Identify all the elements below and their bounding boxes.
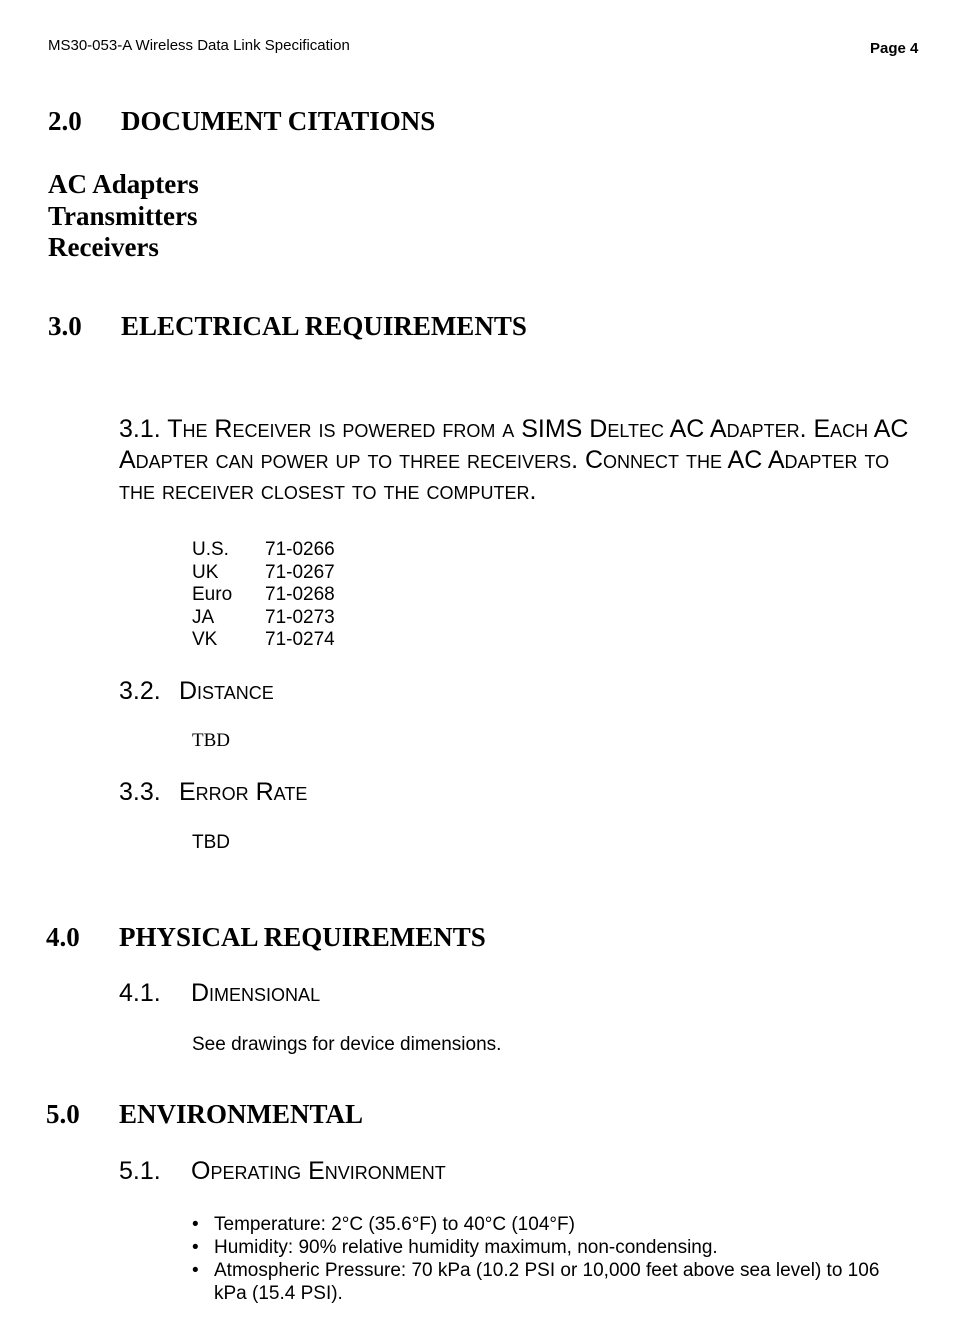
table-row (192, 562, 335, 585)
part-cell: 71-0274 (265, 629, 335, 651)
part-cell: 71-0266 (265, 539, 335, 560)
subsection-heading-3-3 (119, 778, 619, 810)
page-number: Page 4 (870, 40, 919, 57)
part-cell: 71-0273 (265, 606, 335, 628)
subsection-heading-5-1 (119, 1157, 719, 1189)
bullet-icon: • (192, 1214, 199, 1235)
subsection-heading-3-2 (119, 677, 619, 709)
section-heading-2 (48, 106, 648, 140)
region-cell: UK (192, 561, 219, 583)
adapter-part-table (192, 539, 335, 652)
table-row (192, 584, 335, 607)
citation-item: Transmitters (48, 201, 198, 231)
subsection-number: 3.2. (119, 677, 161, 705)
body-text: TBD (192, 730, 230, 751)
section-number: 2.0 (48, 106, 82, 136)
list-item (192, 1259, 892, 1305)
bullet-list (192, 1213, 892, 1305)
section-number: 3.0 (48, 311, 82, 341)
body-text: TBD (192, 832, 230, 853)
doc-title: MS30-053-A Wireless Data Link Specification (48, 37, 350, 54)
subsection-title: Dimensional (191, 979, 321, 1007)
list-item (192, 1213, 892, 1236)
section-heading-4 (46, 922, 746, 956)
list-item-text: Atmospheric Pressure: 70 kPa (10.2 PSI or 10,000 feet above sea level) to 106 kPa (15.4 PSI). (214, 1260, 880, 1304)
section-title: ENVIRONMENTAL (119, 1099, 364, 1129)
subsection-number: 3.3. (119, 778, 161, 806)
paragraph-3-1 (119, 414, 929, 507)
region-cell: JA (192, 606, 215, 628)
table-row (192, 629, 335, 652)
section-heading-5 (46, 1099, 746, 1133)
region-cell: VK (192, 629, 218, 651)
table-row (192, 607, 335, 630)
section-title: ELECTRICAL REQUIREMENTS (121, 311, 527, 341)
subsection-number: 4.1. (119, 979, 161, 1007)
region-cell: Euro (192, 584, 233, 606)
list-item (192, 1236, 892, 1259)
section-number: 4.0 (46, 922, 80, 952)
subsection-number: 5.1. (119, 1157, 161, 1185)
section-number: 5.0 (46, 1099, 80, 1129)
subsection-title: Distance (179, 677, 274, 705)
citation-item: Receivers (48, 232, 159, 262)
paragraph-number: 3.1. (119, 415, 161, 443)
body-text: See drawings for device dimensions. (192, 1034, 502, 1055)
section-title: PHYSICAL REQUIREMENTS (119, 922, 486, 952)
subsection-title: Operating Environment (191, 1157, 446, 1185)
subsection-heading-4-1 (119, 979, 619, 1011)
section-title: DOCUMENT CITATIONS (121, 106, 436, 136)
part-cell: 71-0267 (265, 561, 335, 583)
section-heading-3 (48, 311, 748, 345)
citation-item: AC Adapters (48, 169, 199, 199)
bullet-icon: • (192, 1237, 199, 1258)
region-cell: U.S. (192, 539, 229, 560)
table-row (192, 539, 335, 562)
bullet-icon: • (192, 1260, 199, 1281)
subsection-title: Error Rate (179, 778, 308, 806)
paragraph-text: The Receiver is powered from a SIMS Deltec AC Adapter. Each AC Adapter can power up to three receivers. Connect the AC Adapter to the receiver closest to the computer. (119, 415, 909, 505)
list-item-text: Humidity: 90% relative humidity maximum, non-condensing. (214, 1237, 718, 1258)
part-cell: 71-0268 (265, 584, 335, 606)
list-item-text: Temperature: 2°C (35.6°F) to 40°C (104°F) (214, 1214, 575, 1235)
